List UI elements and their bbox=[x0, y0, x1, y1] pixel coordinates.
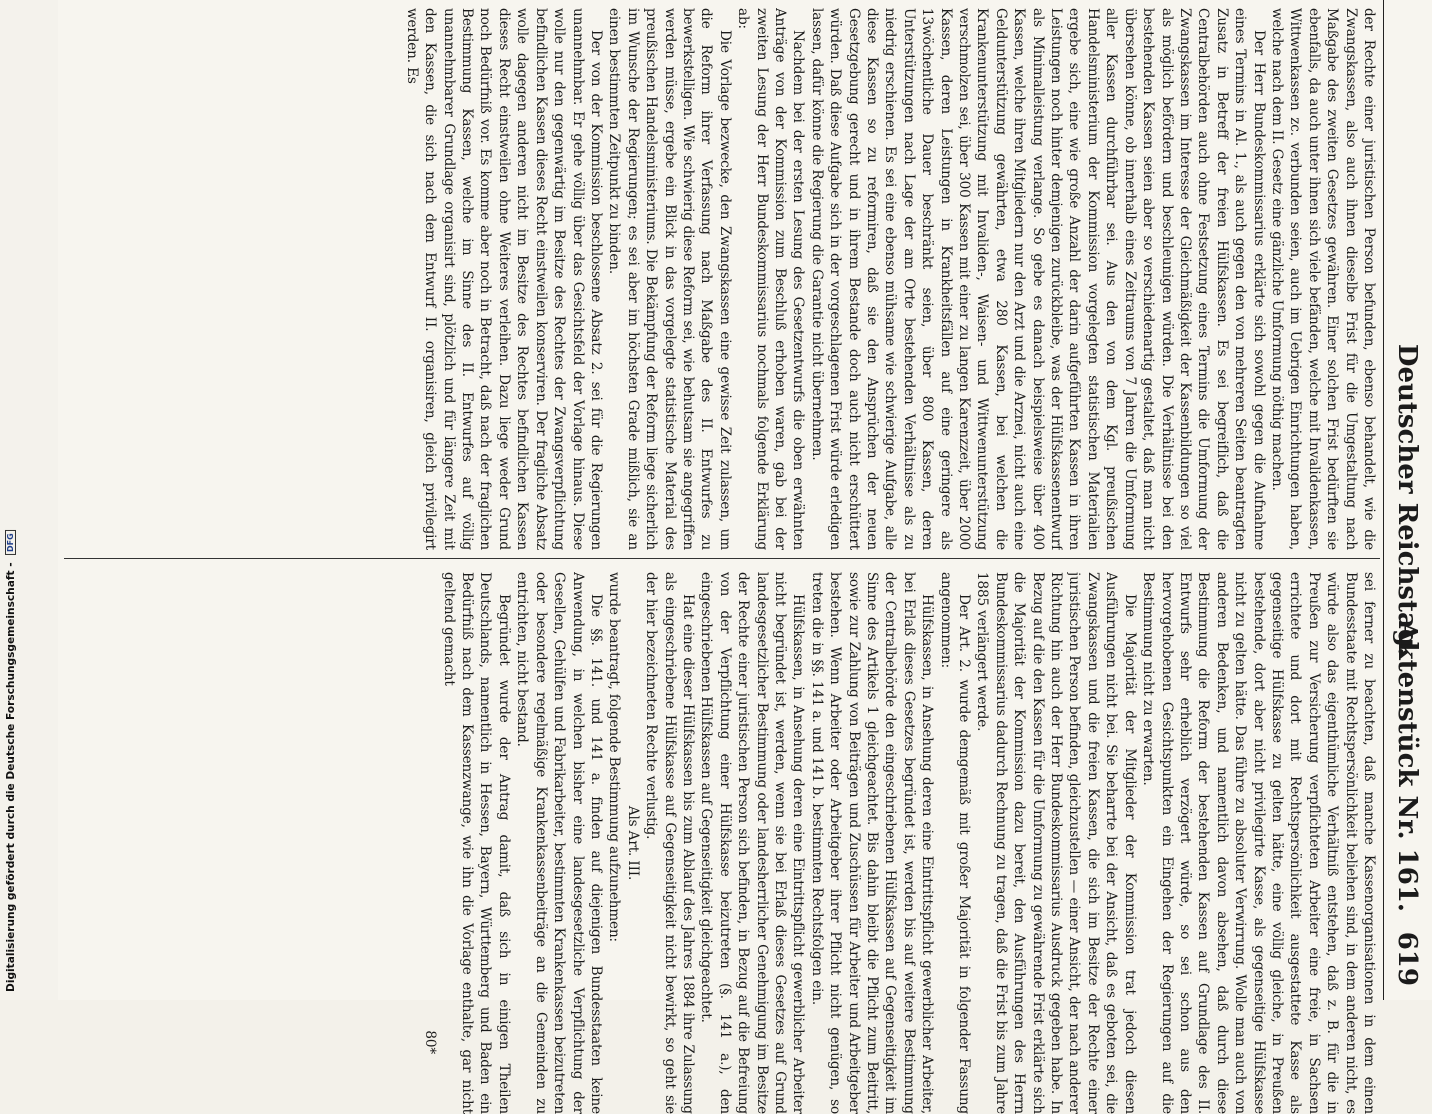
left-column bbox=[66, 8, 1378, 550]
paragraph: Nachdem bei der ersten Lesung des Gesetzentwurfs die oben erwähnten Anträge von der Kommission zum Beschluß erhoben waren, gab bei der zweiten Lesung der Herr Bundeskommissarius nochmals folgende Erklärung ab: bbox=[735, 8, 807, 550]
right-column bbox=[66, 572, 1378, 1114]
paragraph: der Rechte einer juristischen Person befunden, ebenso behandelt, wie die Zwangskassen, also auch ihnen dieselbe Frist für die Umgestaltung nach Maßgabe des zweiten Gesetzes gewähren. Einer solchen Frist bedürften sie ebenfalls, da auch unter ihnen sich viele befänden, welche mit Invalidenkassen, Wittwenkassen zc. verbunden seien, auch im Uebrigen Einrichtungen haben, welche nach dem II. Gesetz eine gänzliche Umformung nöthig machen. bbox=[1268, 8, 1377, 550]
column-divider bbox=[64, 558, 1380, 559]
digitization-credit bbox=[5, 530, 17, 992]
paragraph: Der Herr Bundeskommissarius erklärte sich sowohl gegen die Aufnahme eines Termins in Al. 1., als auch gegen den von mehreren Seiten beantragten Zusatz in Betreff der freien Hülfskassen. Es sei begreiflich, daß die Centralbehörden auch ohne Festsetzung eines Termins die Umformung der Zwangskassen im Interesse der Gleichmäßigkeit der Kassenbildungen so viel als möglich befördern und beschleunigen würden. Die Verhältnisse bei den bestehenden Kassen seien aber so verschiedenartig gestaltet, daß man nicht übersehen könne, ob innerhalb eines Zeitraums von 7 Jahren die Umformung aller Kassen durchführbar sei. Aus den von dem Kgl. preußischen Handelsministerium der Kommission vorgelegten statistischen Materialien ergebe sich, eine wie große Anzahl der darin aufgeführten Kassen in ihren Leistungen noch hinter demjenigen zurückbleibe, was der Hülfskassenentwurf als Minimalleistung verlange. So gebe es danach beispielsweise über 400 Kassen, welche ihren Mitgliedern nur den Arzt und die Arznei, nicht auch eine Geldunterstützung gewährten, etwa 280 Kassen, bei welchen die Krankenunterstützung mit Invaliden-, Waisen- und Wittwenunterstützung verschmolzen sei, über 300 Kassen mit einer zu langen Karenzzeit, über 2000 Kassen, deren Leistungen in Krankheitsfällen auf eine geringere als 13wöchentliche Dauer beschränkt seien, über 800 Kassen, deren Unterstützungen nach Lage der am Orte bestehenden Verhältnisse als zu niedrig erschienen. Es sei eine ebenso mühsame wie schwierige Aufgabe, alle diese Kassen so zu reformiren, daß sie den Ansprüchen der neuen Gesetzgebung gerecht und in ihrem Bestande doch auch nicht erschüttert würden. Daß diese Aufgabe sich in der vorgeschlagenen Frist würde erledigen lassen, dafür könne die Regierung die Garantie nicht übernehmen. bbox=[808, 8, 1267, 550]
article-heading: Als Art. III. bbox=[624, 805, 641, 881]
digitization-credit-strip bbox=[0, 0, 22, 1000]
page-header bbox=[1382, 14, 1424, 986]
paragraph: wurde beantragt, folgende Bestimmung aufzunehmen: bbox=[606, 572, 623, 942]
quoted-article: Hat eine dieser Hülfskassen bis zum Ablauf des Jahres 1884 ihre Zulassung als eingeschriebene Hülfskasse auf Gegenseitigkeit nicht bewirkt, so geht sie der hier bezeichneten Rechte verlustig. bbox=[643, 572, 696, 1114]
paragraph: Die Vorlage bezwecke, den Zwangskassen eine gewisse Zeit zulassen, um die Reform ihrer Verfassung nach Maßgabe des II. Entwurfes zu bewerkstelligen. Wie schwierig diese Reform sei, wie behutsam sie angegriffen werden müsse, ergebe ein Blick in das vorgelegte statistische Material des preußischen Handelsministeriums. Die Bekämpfung der Reform liege sicherlich im Wunsche der Regierungen; es sei aber im höchsten Grade mißlich, sie an einen bestimmten Zeitpunkt zu binden. bbox=[606, 8, 733, 550]
paragraph: Die Majorität der Mitglieder der Kommission trat jedoch diesen Ausführungen nicht bei. Sie beharrte bei der Ansicht, daß es geboten sei, die Zwangskassen und die freien Kassen, die sich im Besitze der Rechte einer juristischen Person befinden, gleichzustellen — einer Ansicht, der nach anderer Richtung hin auch der Herr Bundeskommissarius Ausdruck gegeben habe. In Bezug auf die den Kassen für die Umformung zu gewährende Frist erklärte sich die Majorität der Kommission dazu bereit, den Ausführungen des Herrn Bundeskommissarius dadurch Rechnung zu tragen, daß die Frist bis zum Jahre 1885 verlängert werde. bbox=[974, 572, 1138, 1114]
quoted-article: Hülfskassen, in Ansehung deren eine Eintrittspflicht gewerblicher Arbeiter nicht begründet ist, werden, wenn sie bei Erlaß dieses Gesetzes auf Grund landesgesetzlicher Bestimmung oder landesherrlicher Genehmigung im Besitze der Rechte einer juristischen Person sich befinden, in Bezug auf die Befreiung von der Verpflichtung einer Hülfskasse beizutreten (§. 141 a.), den eingeschriebenen Hülfskassen auf Gegenseitigkeit gleichgeachtet. bbox=[698, 572, 807, 1114]
paragraph: sei ferner zu beachten, daß manche Kassenorganisationen in dem einen Bundesstaate mit Rechtspersönlichkeit beliehen sind, in dem anderen nicht, es würde also das eigenthümliche Verhältniß entstehen, daß z. B. für die in Preußen zur Versicherung verpflichteten Arbeiter eine freie, in Sachsen errichtete und dort mit Rechtspersönlichkeit ausgestattete Kasse als gegenseitige Hülfskasse zu gelten hätte, eine völlig gleiche, in Preußen bestehende, dort aber nicht privilegirte Kasse, als gegenseitige Hülfskasse nicht zu gelten hätte. Das führe zu absoluter Verwirrung. Wolle man auch von anderen Bedenken, und namentlich davon absehen, daß durch diese Bestimmung die Reform der bestehenden Kassen auf Grundlage des II. Entwurfs sehr erheblich verzögert würde, so sei schon aus den hervorgehobenen Gesichtspunkten ein Eingehen der Regierungen auf die Bestimmung nicht zu erwarten. bbox=[1140, 572, 1377, 1114]
page-title: Deutscher Reichstag. bbox=[1392, 343, 1422, 657]
page-number: 619 bbox=[1392, 931, 1422, 986]
signature-mark: 80* bbox=[422, 1030, 439, 1054]
paragraph: Der Art. 2. wurde demgemäß mit großer Majorität in folgender Fassung angenommen: bbox=[937, 572, 973, 1114]
paragraph: Der von der Kommission beschlossene Absatz 2. sei für die Regierungen unannehmbar. Er gehe völlig über das Gesichtsfeld der Vorlage hinaus. Diese wolle nur den gegenwärtig im Besitze des Rechtes der Zwangsverpflichtung befindlichen Kassen dieses Recht einstweilen konserviren. Der fragliche Absatz wolle dagegen anderen nicht im Besitze des Rechtes befindlichen Kassen dieses Recht einstweilen ohne Weiteres verleihen. Dazu liege weder Grund noch Bedürfniß vor. Es komme aber noch in Betracht, daß nach der fraglichen Bestimmung Kassen, welche im Sinne des II. Entwurfes auf völlig unannehmbarer Grundlage organisirt sind, plötzlich und für längere Zeit mit den Kassen, die sich nach dem Entwurf II. organisiren, gleich privilegirt werden. Es bbox=[403, 8, 604, 550]
rotated-page-content bbox=[58, 0, 1432, 1114]
credit-text: Digitalisierung gefördert durch die Deutsche Forschungsgemeinschaft - bbox=[5, 562, 17, 992]
quoted-article: Die §§. 141. und 141 a. finden auf diejenigen Bundesstaaten keine Anwendung, in welchen bisher eine landesgesetzliche Verpflichtung der Gesellen, Gehülfen und Fabrikarbeiter, bestimmten Krankenkassen beizutreten oder besondere regelmäßige Krankenkassenbeiträge an die Gemeinden zu entrichten, nicht bestand. bbox=[514, 572, 604, 1114]
dfg-logo: DFG bbox=[5, 530, 16, 555]
header-rule bbox=[1383, 0, 1384, 1000]
document-number: Aktenstück Nr. 161. bbox=[1392, 621, 1422, 912]
paragraph: Begründet wurde der Antrag damit, daß sich in einigen Theilen Deutschlands, namentlich in Hessen, Bayern, Württemberg und Baden ein Bedürfniß nach dem Kassenzwange, wie ihn die Vorlage enthalte, gar nicht geltend gemacht bbox=[440, 572, 512, 1114]
quoted-article: Hülfskassen, in Ansehung deren eine Eintrittspflicht gewerblicher Arbeiter, bei Erlaß dieses Gesetzes begründet ist, werden bis auf weitere Bestimmung der Centralbehörde den eingeschriebenen Hülfskassen auf Gegenseitigkeit im Sinne des Artikels 1 gleichgeachtet. Bis dahin bleibt die Pflicht zum Beitritt, sowie zur Zahlung von Beiträgen und Zuschüssen für Arbeiter und Arbeitgeber bestehen. Wenn Arbeiter oder Arbeitgeber ihrer Pflicht nicht genügen, so treten die in §§. 141 a. und 141 b. bestimmten Rechtsfolgen ein. bbox=[808, 572, 936, 1114]
